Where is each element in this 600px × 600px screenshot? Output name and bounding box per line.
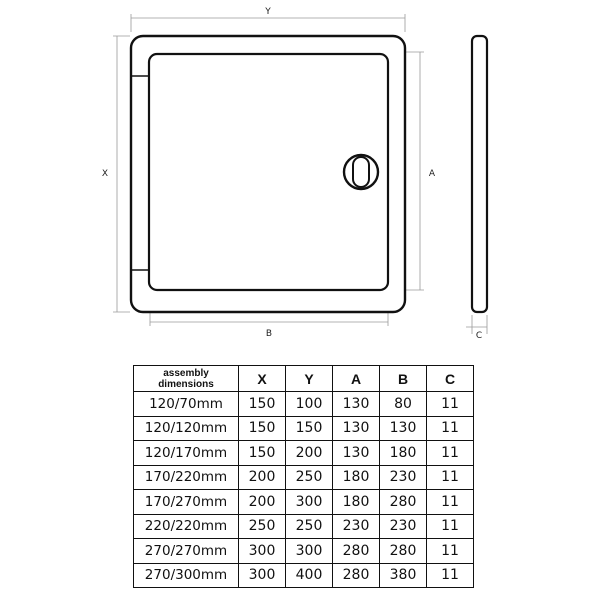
dimension-x bbox=[113, 36, 130, 312]
cell-x: 150 bbox=[239, 441, 286, 466]
label-c: C bbox=[475, 331, 483, 341]
cell-b: 230 bbox=[380, 514, 427, 539]
table-row bbox=[134, 392, 474, 417]
table-row bbox=[134, 416, 474, 441]
cell-assembly: 120/120mm bbox=[134, 416, 239, 441]
cell-b: 180 bbox=[380, 441, 427, 466]
cell-c: 11 bbox=[427, 539, 474, 564]
cell-assembly: 270/300mm bbox=[134, 563, 239, 588]
cell-x: 200 bbox=[239, 490, 286, 515]
cell-assembly: 120/170mm bbox=[134, 441, 239, 466]
header-y: Y bbox=[286, 366, 333, 392]
header-x: X bbox=[239, 366, 286, 392]
header-a: A bbox=[333, 366, 380, 392]
cell-a: 130 bbox=[333, 441, 380, 466]
dimensions-table bbox=[133, 365, 474, 588]
cell-assembly: 220/220mm bbox=[134, 514, 239, 539]
cell-a: 180 bbox=[333, 490, 380, 515]
cell-c: 11 bbox=[427, 441, 474, 466]
cell-y: 250 bbox=[286, 465, 333, 490]
cell-x: 150 bbox=[239, 392, 286, 417]
cell-b: 380 bbox=[380, 563, 427, 588]
cell-y: 300 bbox=[286, 490, 333, 515]
cell-c: 11 bbox=[427, 392, 474, 417]
cell-a: 280 bbox=[333, 539, 380, 564]
cell-y: 150 bbox=[286, 416, 333, 441]
header-b: B bbox=[380, 366, 427, 392]
label-y: Y bbox=[265, 7, 271, 17]
cell-y: 250 bbox=[286, 514, 333, 539]
table-row bbox=[134, 441, 474, 466]
header-c: C bbox=[427, 366, 474, 392]
cell-a: 130 bbox=[333, 416, 380, 441]
cell-x: 300 bbox=[239, 563, 286, 588]
header-assembly-dimensions bbox=[134, 366, 239, 392]
table-row bbox=[134, 514, 474, 539]
label-b: B bbox=[265, 329, 273, 339]
table-header-row bbox=[134, 366, 474, 392]
cell-assembly: 270/270mm bbox=[134, 539, 239, 564]
cell-x: 250 bbox=[239, 514, 286, 539]
cell-a: 180 bbox=[333, 465, 380, 490]
cell-c: 11 bbox=[427, 514, 474, 539]
cell-assembly: 170/270mm bbox=[134, 490, 239, 515]
cell-y: 300 bbox=[286, 539, 333, 564]
table-row bbox=[134, 465, 474, 490]
lock-icon bbox=[344, 155, 378, 189]
cell-c: 11 bbox=[427, 465, 474, 490]
table-row bbox=[134, 563, 474, 588]
cell-x: 150 bbox=[239, 416, 286, 441]
cell-y: 100 bbox=[286, 392, 333, 417]
cell-a: 230 bbox=[333, 514, 380, 539]
cell-assembly: 120/70mm bbox=[134, 392, 239, 417]
table-row bbox=[134, 539, 474, 564]
header-assembly-line1: assembly bbox=[163, 367, 209, 379]
cell-y: 400 bbox=[286, 563, 333, 588]
cell-c: 11 bbox=[427, 490, 474, 515]
cell-y: 200 bbox=[286, 441, 333, 466]
side-view bbox=[472, 36, 487, 312]
table-row bbox=[134, 490, 474, 515]
cell-c: 11 bbox=[427, 563, 474, 588]
cell-c: 11 bbox=[427, 416, 474, 441]
cell-x: 300 bbox=[239, 539, 286, 564]
cell-b: 80 bbox=[380, 392, 427, 417]
cell-b: 230 bbox=[380, 465, 427, 490]
label-a: A bbox=[428, 169, 436, 179]
header-assembly-line2: dimensions bbox=[158, 378, 214, 390]
label-x: X bbox=[101, 169, 109, 179]
cell-a: 130 bbox=[333, 392, 380, 417]
cell-b: 280 bbox=[380, 490, 427, 515]
cell-a: 280 bbox=[333, 563, 380, 588]
cell-x: 200 bbox=[239, 465, 286, 490]
cell-assembly: 170/220mm bbox=[134, 465, 239, 490]
cell-b: 280 bbox=[380, 539, 427, 564]
cell-b: 130 bbox=[380, 416, 427, 441]
